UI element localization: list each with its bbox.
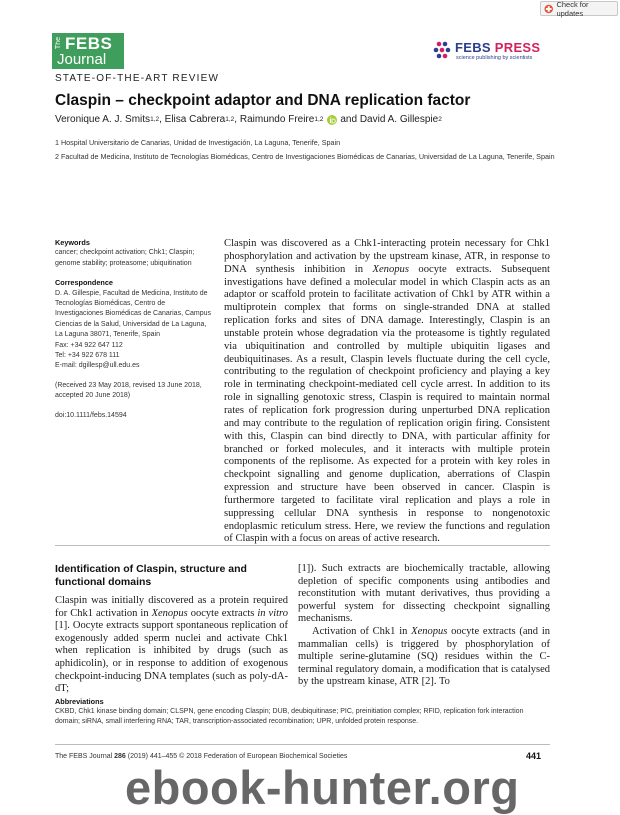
check-for-updates-label: Check for updates [556,0,589,18]
body-paragraph: [1]). Such extracts are biochemically tractable, allowing depletion of specific components using antibodies and reconstitution with mutant derivatives, thus providing a powerful system for dissecting checkpoint signalling mechanisms. [298,563,550,625]
author-name: , Raimundo Freire [234,114,315,125]
febs-press-name: FEBS PRESS [455,40,541,55]
febs-press-logo [433,38,545,68]
article-title: Claspin – checkpoint adaptor and DNA replication factor [55,92,471,109]
affiliations [55,138,575,165]
tel-number: Tel: +34 922 678 111 [55,352,120,360]
body-column-right [298,563,550,689]
crossmark-icon [544,4,553,14]
body-paragraph: Activation of Chk1 in Xenopus oocyte extracts (and in mammalian cells) is triggered by phosphorylation of multiple serine-glutamine (SQ) residues within the C-terminal regulatory domain, a modification that is catalysed by the upstream kinase, ATR [2]. To [298,625,550,688]
body-column-left [55,563,288,696]
page-footer: The FEBS Journal 286 (2019) 441–455 © 2018 Federation of European Biochemical Societies [55,753,348,760]
abbreviations-text: CKBD, Chk1 kinase binding domain; CLSPN, gene encoding Claspin; DUB, deubiquitinase; PIC, preinitiation complex; RFID, replication fork interaction domain; siRNA, small interfering RNA; TAR, transcription-associated recombination; UPR, unfolded protein response. [55,708,524,725]
author-name: Veronique A. J. Smits [55,114,151,125]
orcid-icon[interactable] [327,115,337,125]
email-address[interactable]: E-mail: dgillesp@ull.edu.es [55,362,140,370]
article-sidebar [55,238,215,430]
keywords-heading: Keywords [55,238,90,247]
page-number: 441 [526,751,542,761]
febs-press-tagline: science publishing by scientists [456,55,533,61]
author-name: , Elisa Cabrera [159,114,226,125]
section-divider [55,545,550,546]
body-paragraph: Claspin was initially discovered as a protein required for Chk1 activation in Xenopus oocyte extracts in vitro [1]. Oocyte extracts support spontaneous replication of exogenously added sperm nuclei and activate Chk1 when replication is inhibited by drugs (such as aphidicolin), or in response to addition of exogenous checkpoint-inducing DNA templates (such as poly-dA-dT; [55,595,288,695]
article-type-label: STATE-OF-THE-ART REVIEW [55,73,220,84]
logo-the: The [55,37,62,50]
doi-link[interactable]: doi:10.1111/febs.14594 [55,411,127,419]
author-name: and David A. Gillespie [340,114,439,125]
author-list: Veronique A. J. Smits 1,2 , Elisa Cabrera 1,2 , Raimundo Freire 1,2 and David A. Gillespie 2 [55,114,442,125]
received-dates: (Received 23 May 2018, revised 13 June 2018, accepted 20 June 2018) [55,381,202,400]
abbreviations-box [55,697,550,727]
watermark: ebook-hunter.org [125,761,520,814]
check-for-updates-button[interactable] [540,1,618,16]
abstract: Claspin was discovered as a Chk1-interacting protein necessary for Chk1 phosphorylation and activation by the upstream kinase, ATR, in response to DNA synthesis inhibition in Xenopus oocyte extracts. Subsequent investigations have defined a molecular model in which Claspin acts as an adaptor or scaffold protein to facilitate activation of Chk1 by ATR within a multiprotein complex that forms on single-stranded DNA at stalled replication forks and sites of DNA damage. Interestingly, Claspin is an unstable protein whose degradation via the proteasome is tightly regulated via ubiquitination and controlled by multiple ubiquitin ligases and deubiquitinases. As a result, Claspin levels fluctuate during the cell cycle, contributing to the regulation of checkpoint proficiency and playing a key role in terminating checkpoint-mediated cell cycle arrest. In addition to its role in signalling genotoxic stress, Claspin is required to maintain normal rates of replication fork progression during unperturbed DNA replication and may contribute to the regulation of replication origin firing. Consistent with this, Claspin can bind directly to DNA, with particular affinity for branched or forked molecules, and it interacts with multiple protein components of the replisome. As expected for a protein with key roles in checkpoint signalling and genome duplication, aberrations of Claspin expression and structure have been observed in cancer. Claspin is furthermore targeted to facilitate viral replication and plays a role in suppressing cellular DNA synthesis in response to nongenotoxic endoplasmic reticulum stress. Here, we review the functions and regulation of Claspin with a focus on areas of active research. [224,238,551,545]
correspondence-address: D. A. Gillespie, Facultad de Medicina, Instituto de Tecnologías Biomédicas, Centro de Investigaciones Biomédicas de Canarias, Campus Ciencias de la Salud, Universidad de La Laguna, La Laguna 38071, Tenerife, Spain [55,289,212,339]
logo-journal: Journal [57,51,107,68]
febs-journal-logo [52,33,124,69]
correspondence-heading: Correspondence [55,278,113,288]
keywords-text: cancer; checkpoint activation; Chk1; Claspin; genome stability; proteasome; ubiquitination [55,249,195,267]
footer-divider [55,744,550,745]
abbreviations-heading: Abbreviations [55,697,104,706]
affiliation-1: 1 Hospital Universitario de Canarias, Unidad de Investigación, La Laguna, Tenerife, Spain [55,138,341,147]
affiliation-2: 2 Facultad de Medicina, Instituto de Tecnologías Biomédicas, Centro de Investigaciones Biomédicas de Canarias, Universidad de La Laguna, Tenerife, Spain [55,151,555,161]
section-heading: Identification of Claspin, structure and functional domains [55,563,247,588]
febs-press-dots-icon [433,40,453,60]
logo-febs: FEBS [65,34,113,53]
fax-number: Fax: +34 922 647 112 [55,341,123,349]
